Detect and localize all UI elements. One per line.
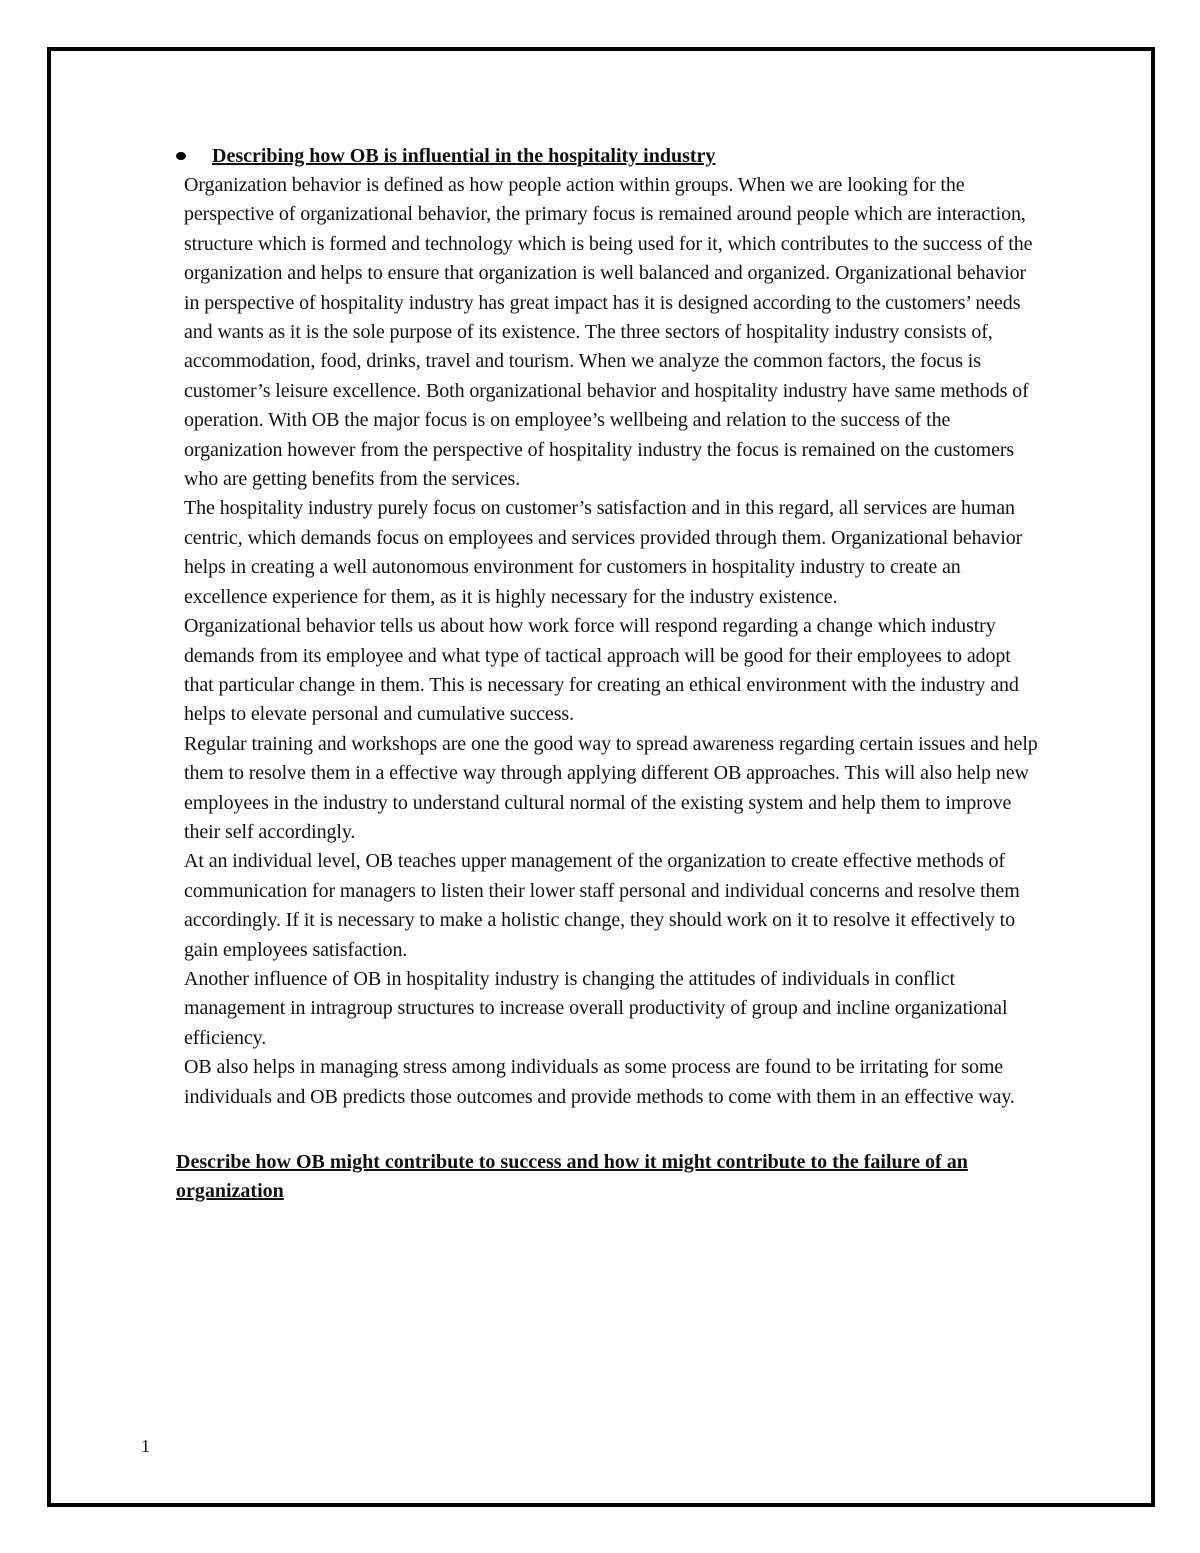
section-heading (176, 142, 1056, 171)
paragraph: OB also helps in managing stress among individuals as some process are found to be irritating for some individuals and OB predicts those outcomes and provide methods to come with them in an effective way. (184, 1056, 1015, 1108)
paragraph: Organization behavior is defined as how people action within groups. When we are looking for the perspective of organizational behavior, the primary focus is remained around people which are interaction, structure which is formed and technology which is being used for it, which contributes to the success of the organization and helps to ensure that organization is well balanced and organized. Organizational behavior in perspective of hospitality industry has great impact has it is designed according to the customers’ needs and wants as it is the sole purpose of its existence. The three sectors of hospitality industry consists of, accommodation, food, drinks, travel and tourism. When we analyze the common factors, the focus is customer’s leisure excellence. Both organizational behavior and hospitality industry have same methods of operation. With OB the major focus is on employee’s wellbeing and relation to the success of the organization however from the perspective of hospitality industry the focus is remained on the customers who are getting benefits from the services. (184, 174, 1033, 491)
document-body (176, 142, 1056, 1206)
bullet-icon (176, 152, 186, 160)
body-text (184, 171, 1039, 1112)
paragraph: Another influence of OB in hospitality industry is changing the attitudes of individuals in conflict management in intragroup structures to increase overall productivity of group and incline organizational efficiency. (184, 967, 1008, 1049)
subsection-heading: Describe how OB might contribute to success and how it might contribute to the failure of an organization (176, 1151, 968, 1202)
section-heading-text: Describing how OB is influential in the hospitality industry (212, 145, 716, 167)
paragraph: Organizational behavior tells us about how work force will respond regarding a change which industry demands from its employee and what type of tactical approach will be good for their employees to adopt that particular change in them. This is necessary for creating an ethical environment with the industry and helps to elevate personal and cumulative success. (184, 615, 1019, 726)
page-number: 1 (141, 1436, 150, 1456)
paragraph: Regular training and workshops are one the good way to spread awareness regarding certain issues and help them to resolve them in a effective way through applying different OB approaches. This will also help new employees in the industry to understand cultural normal of the existing system and help them to improve their self accordingly. (184, 732, 1038, 843)
paragraph: At an individual level, OB teaches upper management of the organization to create effective methods of communication for managers to listen their lower staff personal and individual concerns and resolve them accordingly. If it is necessary to make a holistic change, they should work on it to resolve it effectively to gain employees satisfaction. (184, 850, 1020, 961)
paragraph: The hospitality industry purely focus on customer’s satisfaction and in this regard, all services are human centric, which demands focus on employees and services provided through them. Organizational behavior helps in creating a well autonomous environment for customers in hospitality industry to create an excellence experience for them, as it is highly necessary for the industry existence. (184, 497, 1023, 608)
